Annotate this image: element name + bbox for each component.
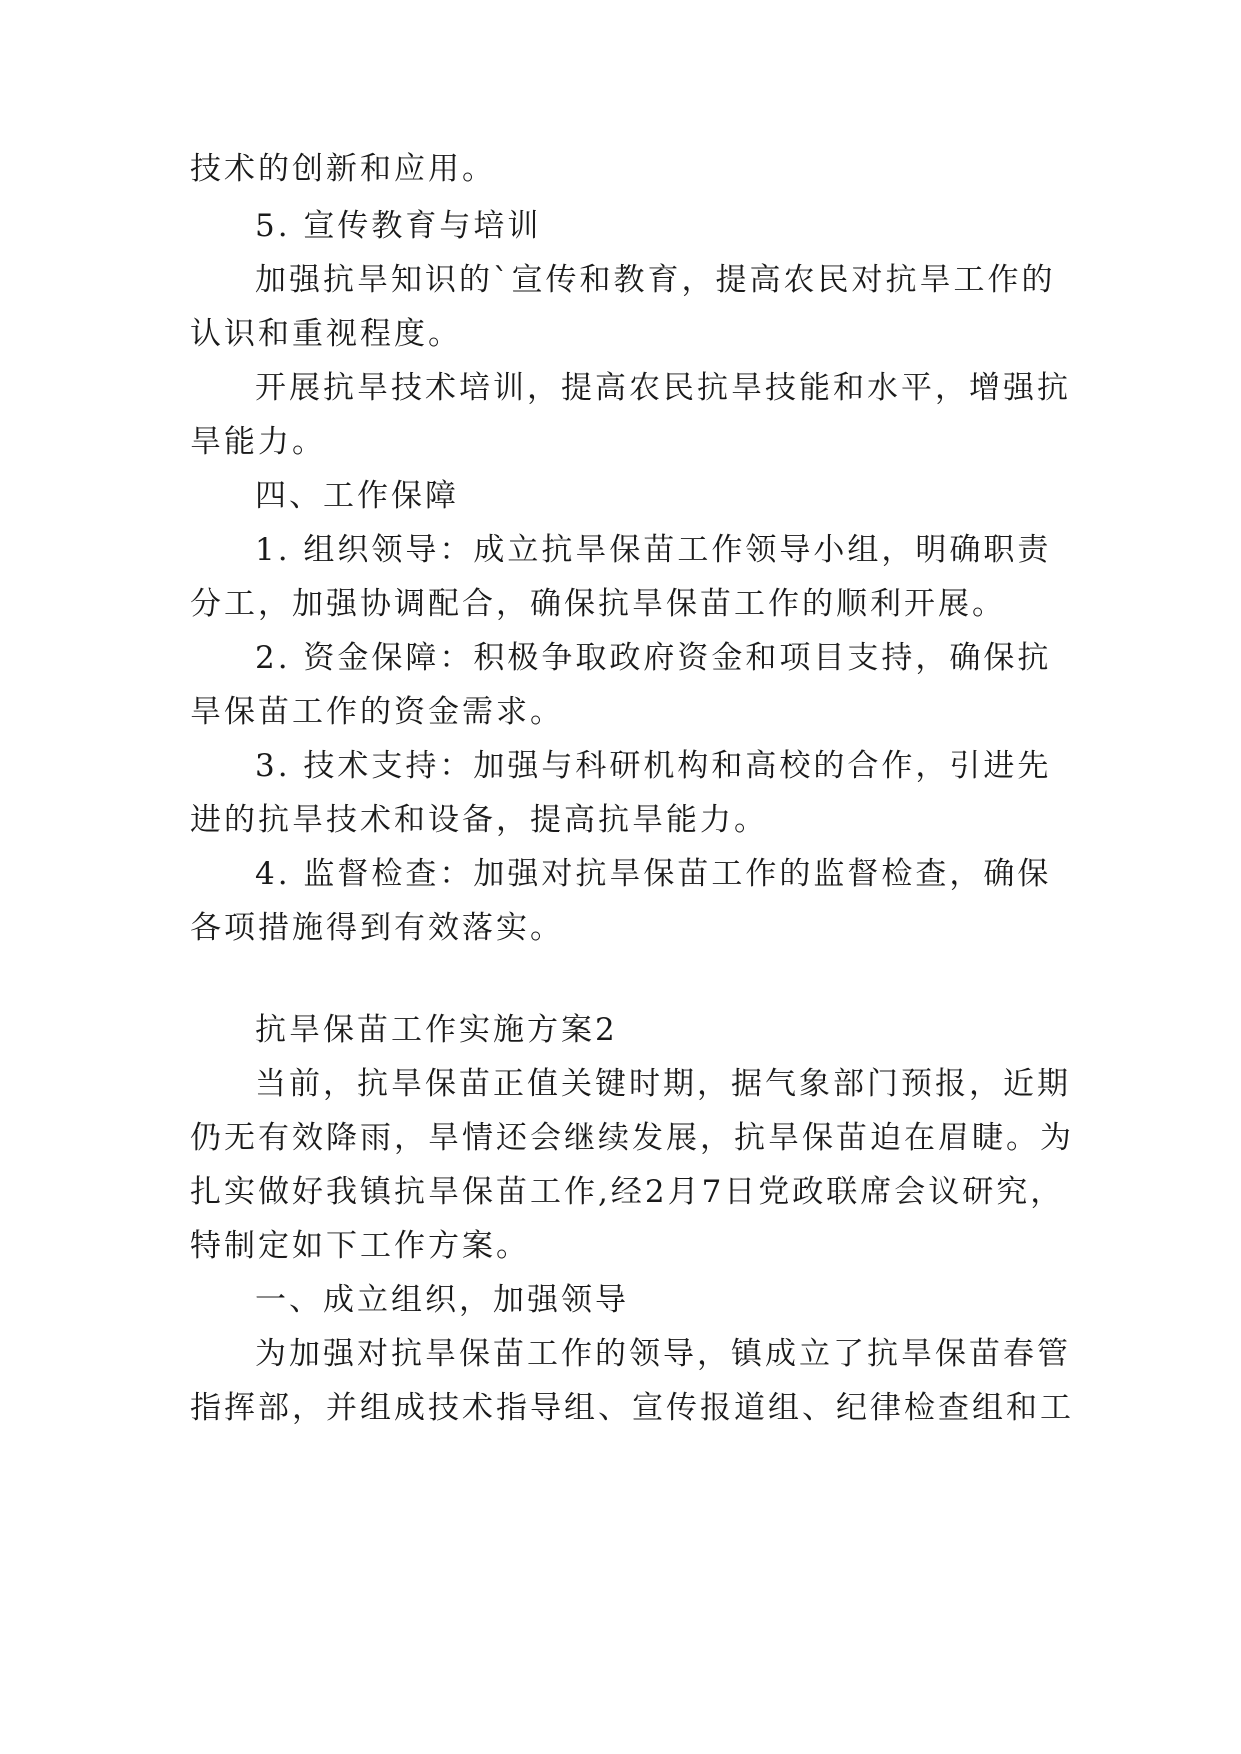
paragraph-line: 为加强对抗旱保苗工作的领导，镇成立了抗旱保苗春管 bbox=[255, 1336, 1071, 1372]
section-heading: 5. 宣传教育与培训 bbox=[255, 208, 542, 244]
paragraph-line: 各项措施得到有效落实。 bbox=[190, 910, 564, 946]
paragraph-line: 2. 资金保障：积极争取政府资金和项目支持，确保抗 bbox=[255, 640, 1052, 676]
paragraph-line: 旱保苗工作的资金需求。 bbox=[190, 694, 564, 730]
paragraph-line: 进的抗旱技术和设备，提高抗旱能力。 bbox=[190, 802, 768, 838]
paragraph-line: 认识和重视程度。 bbox=[190, 316, 462, 352]
paragraph-line: 分工，加强协调配合，确保抗旱保苗工作的顺利开展。 bbox=[190, 586, 1006, 622]
paragraph-line: 技术的创新和应用。 bbox=[190, 151, 496, 187]
paragraph-line: 仍无有效降雨，旱情还会继续发展，抗旱保苗迫在眉睫。为 bbox=[190, 1120, 1074, 1156]
paragraph-line: 4. 监督检查：加强对抗旱保苗工作的监督检查，确保 bbox=[255, 856, 1052, 892]
paragraph-line: 特制定如下工作方案。 bbox=[190, 1228, 530, 1264]
paragraph-line: 开展抗旱技术培训，提高农民抗旱技能和水平，增强抗 bbox=[255, 370, 1071, 406]
paragraph-line: 扎实做好我镇抗旱保苗工作,经2月7日党政联席会议研究， bbox=[190, 1174, 1065, 1210]
paragraph-line: 1. 组织领导：成立抗旱保苗工作领导小组，明确职责 bbox=[255, 532, 1052, 568]
paragraph-line: 3. 技术支持：加强与科研机构和高校的合作，引进先 bbox=[255, 748, 1052, 784]
paragraph-line: 加强抗旱知识的`宣传和教育，提高农民对抗旱工作的 bbox=[255, 262, 1056, 298]
section-heading: 一、成立组织，加强领导 bbox=[255, 1282, 629, 1318]
document-title: 抗旱保苗工作实施方案2 bbox=[255, 1012, 618, 1048]
paragraph-line: 当前，抗旱保苗正值关键时期，据气象部门预报，近期 bbox=[255, 1066, 1071, 1102]
paragraph-line: 旱能力。 bbox=[190, 424, 326, 460]
section-heading: 四、工作保障 bbox=[255, 478, 459, 514]
paragraph-line: 指挥部，并组成技术指导组、宣传报道组、纪律检查组和工 bbox=[190, 1390, 1074, 1426]
